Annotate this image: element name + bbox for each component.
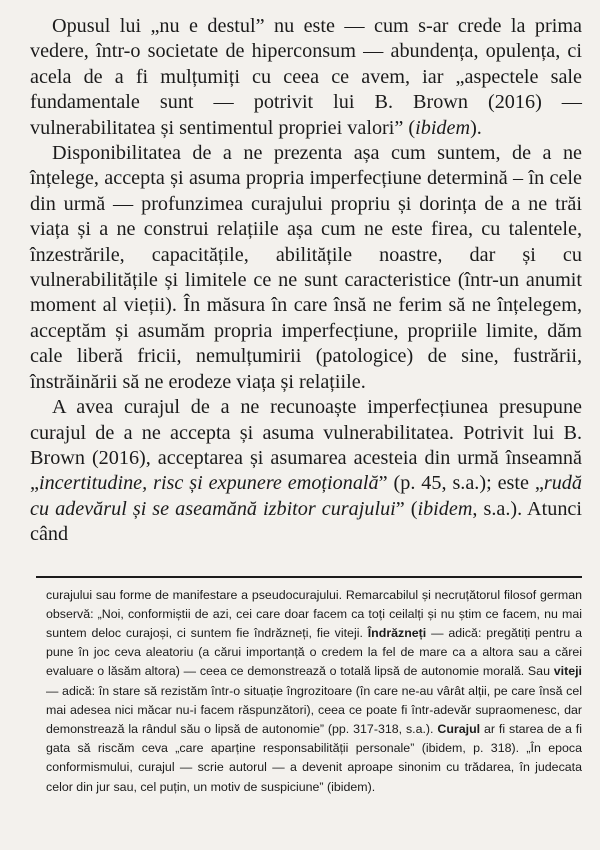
text-run: ” ( xyxy=(395,497,418,520)
main-text xyxy=(30,14,582,548)
italic-text: incertitudine, risc și expunere emoțională xyxy=(38,472,379,495)
text-run: ar fi starea de a fi gata să riscăm ceva „care aparține responsabilității personale” (ibidem, p. 318). „În epoca conformismului, curajul — scrie autorul — a devenit aproape sinonim cu trădarea, în judecata celor din jur sau, cel puțin, un motiv de suspiciune” (ibidem). xyxy=(46,721,582,794)
italic-text: ibidem xyxy=(415,116,471,139)
italic-text: rudă cu adevărul și se aseamănă izbitor curajului xyxy=(30,472,582,520)
text-run: — adică: pregătiți pentru a pune în joc ceva aleatoriu (a cărui importanță o credem la fel de mare ca a altora sau a cărei evaluare o lăsăm altora) — ceea ce demonstrează o totală lipsă de autonomie morală. Sau xyxy=(46,625,582,679)
text-run: , s.a.). Atunci când xyxy=(30,497,582,546)
text-run: A avea curajul de a ne recunoaște imperfecțiunea presupune curajul de a ne accepta și asuma vulnerabilitatea. Potrivit lui B. Brown (2016), acceptarea și asumarea acesteia din urmă înseamnă „ xyxy=(30,396,582,495)
paragraph xyxy=(30,141,582,395)
footnotes xyxy=(30,586,582,797)
bold-text: Îndrăzneți xyxy=(367,625,427,640)
text-run: ” (p. 45, s.a.); este „ xyxy=(378,472,544,495)
text-run: ). xyxy=(470,116,482,139)
footnote-divider xyxy=(36,576,582,578)
text-run: — adică: în stare să rezistăm într-o situație îngrozitoare (în care ne-au vârât alții, pe care însă cel mai adesea nici măcar nu-i facem răspunzători), ceea ce poate fi într-adevăr supraomenesc, dar demonstrează la rândul său o lipsă de autonomie” (pp. 317-318, s.a.). xyxy=(46,683,582,736)
paragraph xyxy=(30,395,582,547)
text-run: Opusul lui „nu e destul” nu este — cum s-ar crede la prima vedere, într-o societate de hiperconsum — abundența, opulența, ci acela de a fi mulțumiți cu ceea ce avem, iar „aspectele sale fundamentale sunt — potrivit lui B. Brown (2016) — vulnerabilitatea și sentimentul propriei valori” ( xyxy=(30,15,582,139)
paragraph xyxy=(30,14,582,141)
italic-text: ibidem xyxy=(417,497,473,520)
footnote xyxy=(46,586,582,797)
text-run: curajului sau forme de manifestare a pseudocurajului. Remarcabilul și necruțătorul filosof german observă: „Noi, conformiștii de azi, cei care doar facem ca toți ceilalți și nu știm ce facem, nu mai suntem deloc curajoși, ci suntem fie îndrăzneți, fie viteji. xyxy=(46,587,582,640)
bold-text: Curajul xyxy=(437,721,481,736)
bold-text: viteji xyxy=(553,664,582,679)
text-run: Disponibilitatea de a ne prezenta așa cum suntem, de a ne înțelege, accepta și asuma propria imperfecțiune determină – în cele din urmă — profunzimea curajului propriu și dorința de a ne trăi viața și a ne construi relațiile așa cum ne este firea, cu talentele, înzestrările, capacitățile, abilitățile noastre, dar și cu vulnerabilitățile și limitele ce ne sunt caracteristice (într-un anumit moment al vieții). În măsura în care însă ne ferim să ne înțelegem, acceptăm și asumăm propria imperfecțiune, propriile limite, dăm cale liberă fricii, nemulțumirii (patologice) de sine, fustrării, înstrăinării să ne erodeze viața și relațiile. xyxy=(30,142,582,393)
